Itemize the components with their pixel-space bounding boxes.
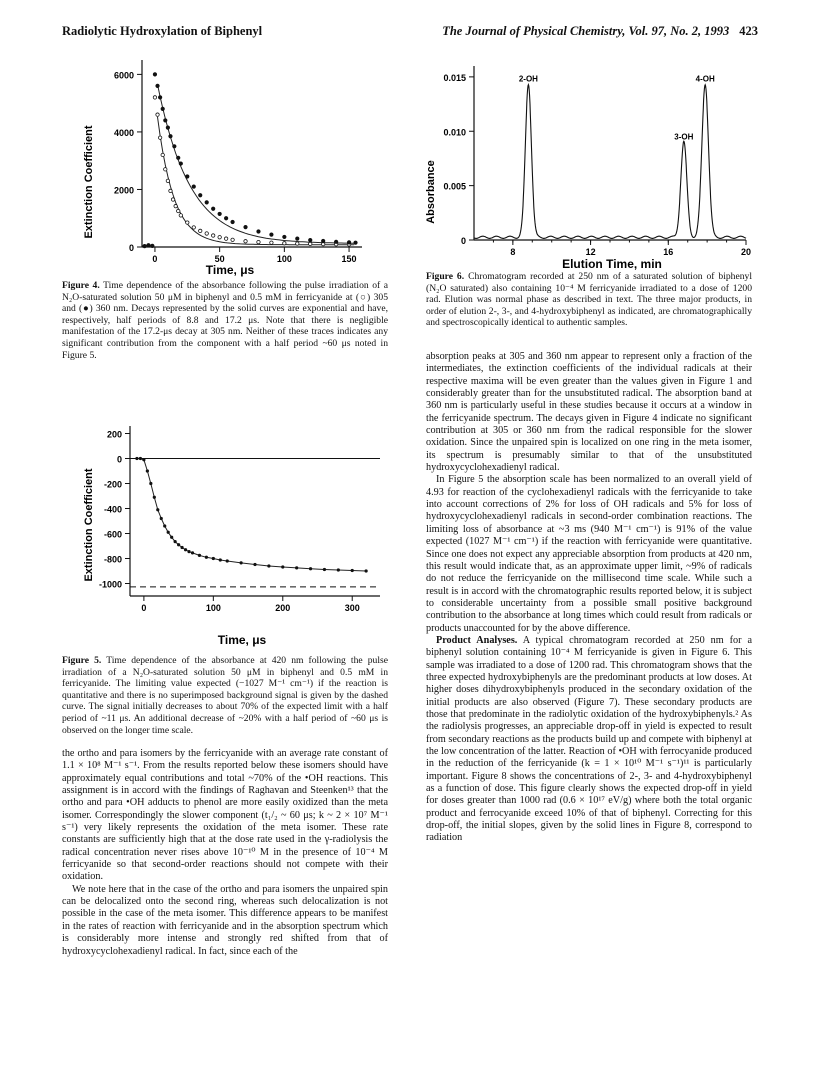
data-point-360nm <box>354 241 357 244</box>
x-tick-label: 0 <box>141 603 147 613</box>
data-point-420nm <box>240 561 243 564</box>
y-tick-label: 6000 <box>113 70 134 81</box>
figure-4-plot <box>62 52 392 277</box>
data-point-420nm <box>167 531 170 534</box>
data-point-360nm <box>153 73 156 76</box>
data-point-420nm <box>142 458 145 461</box>
figure-6-series <box>474 75 746 239</box>
data-point-420nm <box>323 568 326 571</box>
figure-6-caption <box>426 271 752 329</box>
body-paragraph: We note here that in the case of the ortho and para isomers the unpaired spin can be delocalized onto the second ring, whereas such delocalization is not possible in the case of the meta isomer. This difference appears to be manifest in the rates of reaction with ferricyanide and in the absorption spectrum which is considerably more intense and strongly red shifted from that of hydroxycyclohexadienyl radical. In fact, since each of the <box>62 883 388 957</box>
data-point-360nm <box>334 240 337 243</box>
figure-6-chromatogram <box>416 52 761 272</box>
data-point-360nm <box>161 107 164 110</box>
data-point-420nm <box>267 564 270 567</box>
data-point-305nm <box>166 179 169 182</box>
running-header-journal <box>442 24 758 39</box>
data-point-420nm <box>146 469 149 472</box>
data-point-305nm <box>205 232 208 235</box>
peak-label: 4-OH <box>695 74 715 84</box>
chromatogram-trace <box>474 85 746 239</box>
y-tick-label: 4000 <box>113 127 134 138</box>
y-tick-label: 0.005 <box>443 181 466 192</box>
data-point-420nm <box>309 567 312 570</box>
data-point-420nm <box>170 536 173 539</box>
data-point-360nm <box>309 238 312 241</box>
peak-label: 3-OH <box>674 132 694 142</box>
data-point-360nm <box>177 156 180 159</box>
figure-5-axes <box>99 426 380 613</box>
figure-4-caption-label: Figure 4. <box>62 280 100 291</box>
figure-4-series <box>143 73 357 248</box>
y-tick-label: -600 <box>103 529 122 540</box>
data-point-305nm <box>186 221 189 224</box>
y-tick-label: 0.010 <box>443 127 466 138</box>
data-point-420nm <box>156 508 159 511</box>
figure-5-caption <box>62 655 388 736</box>
data-point-420nm <box>337 568 340 571</box>
data-point-305nm <box>283 242 286 245</box>
y-tick-label: -400 <box>103 504 122 515</box>
data-point-360nm <box>224 217 227 220</box>
data-point-420nm <box>212 557 215 560</box>
data-point-360nm <box>231 220 234 223</box>
x-tick-label: 200 <box>275 603 291 613</box>
x-tick-label: 50 <box>214 254 225 264</box>
data-point-305nm <box>156 113 159 116</box>
data-point-305nm <box>192 226 195 229</box>
data-point-360nm <box>347 241 350 244</box>
data-point-420nm <box>187 550 190 553</box>
data-point-360nm <box>173 145 176 148</box>
data-point-360nm <box>211 207 214 210</box>
data-point-360nm <box>147 244 150 247</box>
right-column-body <box>426 351 752 845</box>
figure-6-xlabel: Elution Time, min <box>562 257 662 271</box>
data-point-420nm <box>180 546 183 549</box>
body-paragraph: the ortho and para isomers by the ferricyanide with an average rate constant of 1.1 × 10⁸ M⁻¹ s⁻¹. From the results reported below these isomers should have approximately equal contributions and total ~70% of the •OH reactions. This assignment is in accord with the findings of Raghavan and Steenken¹³ that the ortho and para •OH adducts to phenol are more easily oxidized than the meta isomer. Correspondingly the slower component (t₁/₂ ~ 60 μs; k ~ 2 × 10⁷ M⁻¹ s⁻¹) very likely represents the oxidation of the meta isomer. These rate constants are sufficiently high that at the dose rate used in the γ-radiolysis the radical concentration never rises above 10⁻¹⁰ M in the presence of 10⁻⁴ M ferricyanide so that second-order reactions should not compete with their oxidation. <box>62 748 388 883</box>
data-point-420nm <box>163 524 166 527</box>
data-point-305nm <box>231 238 234 241</box>
data-point-305nm <box>174 204 177 207</box>
body-paragraph: In Figure 5 the absorption scale has been normalized to an overall yield of 4.93 for reaction of the cyclohexadienyl radicals with the ferricyanide to take into account corrections of 2% for loss of OH radicals and 5% for loss of hydroxycyclohexadienyl radicals in second-order combination reactions. The limiting loss of absorbance at ~3 ms (940 M⁻¹ cm⁻¹) is 91% of the value expected (1027 M⁻¹ cm⁻¹) if the reaction with ferricyanide were quantitative. Since one does not expect any appreciable absorption from products at 420 nm, this result would indicate that, as an approximate upper limit, ~9% of radicals do not reduce the ferricyanide on the millisecond time scale. While such a result is in accord with the chromatographic results reported below, it is subject to considerable uncertainty from a possible small positive background contribution to the absorbance at long times which could result from radicals or products unaccounted for by the above difference. <box>426 474 752 634</box>
product-analyses-paragraph <box>426 635 752 845</box>
data-point-305nm <box>296 242 299 245</box>
data-point-305nm <box>158 136 161 139</box>
data-point-360nm <box>186 175 189 178</box>
x-tick-label: 8 <box>510 247 516 257</box>
data-point-420nm <box>184 548 187 551</box>
x-tick-label: 0 <box>152 254 158 264</box>
data-point-420nm <box>351 569 354 572</box>
left-column-body <box>62 748 388 958</box>
data-point-305nm <box>211 234 214 237</box>
fit-curve-360nm <box>158 84 355 243</box>
y-tick-label: 0 <box>460 236 466 246</box>
x-tick-label: 20 <box>740 247 752 257</box>
data-point-305nm <box>177 209 180 212</box>
figure-5-ylabel: Extinction Coefficient <box>83 468 95 582</box>
data-point-420nm <box>139 457 142 460</box>
data-point-360nm <box>296 237 299 240</box>
data-point-420nm <box>174 540 177 543</box>
x-tick-label: 12 <box>585 247 596 257</box>
journal-citation: The Journal of Physical Chemistry, Vol. 97, No. 2, 1993 <box>442 24 730 38</box>
data-point-420nm <box>226 559 229 562</box>
data-point-360nm <box>283 235 286 238</box>
data-point-360nm <box>205 201 208 204</box>
data-point-360nm <box>244 225 247 228</box>
y-tick-label: 2000 <box>113 185 134 196</box>
data-point-360nm <box>270 233 273 236</box>
figure-5-series <box>135 457 367 573</box>
figure-5-xlabel: Time, μs <box>217 633 267 647</box>
figure-5-caption-label: Figure 5. <box>62 655 102 666</box>
data-point-420nm <box>253 563 256 566</box>
data-point-420nm <box>191 551 194 554</box>
figure-4-axes <box>114 60 362 264</box>
data-point-360nm <box>158 96 161 99</box>
y-tick-label: -800 <box>103 554 122 565</box>
data-point-360nm <box>143 244 146 247</box>
data-point-305nm <box>257 240 260 243</box>
figure-5-caption-text: Time dependence of the absorbance at 420 nm following the pulse irradiation of a N₂O-saturated solution 50 μM in biphenyl and 0.5 mM in ferricyanide. The limiting value expected (−1027 M⁻¹ cm⁻¹) if the reaction is quantitative and there is no superimposed background signal is given by the dashed curve. The signal initially decreases to about 70% of the expected limit with a half period of ~11 μs. An additional decrease of ~20% with a half period of ~60 μs is observed on the longer time scale. <box>62 655 388 736</box>
figure-6-caption-label: Figure 6. <box>426 271 465 282</box>
figure-5-plot <box>62 420 392 650</box>
product-analyses-text: A typical chromatogram recorded at 250 nm for a biphenyl solution containing 10⁻⁴ M ferricyanide is given in Figure 6. This sample was irradiated to a dose of 1200 rad. This chromatogram shows that the three expected hydroxybiphenyls are the predominant products at low doses. At higher doses dihydroxybiphenyls produced in the secondary oxidation of the initial products are also observed (Figure 7). These secondary products are those that predominate in the radiolytic oxidation of the hydroxybiphenyls.² As the radiolysis progresses, an appreciable drop-off in yield is expected to result from secondary reactions as the products build up and compete with biphenyl at the low concentration of the latter. Reaction of •OH with ferrocyanide produced in the reduction of the ferricyanide (k = 1 × 10¹⁰ M⁻¹ s⁻¹)¹¹ is particularly important. Figure 8 shows the concentrations of 2-, 3- and 4-hydroxybiphenyl as a function of dose. This figure clearly shows the expected drop-off in yield for doses greater than 1000 rad (0.6 × 10¹⁷ eV/g) where both the total organic product and ferrocyanide exceed 10% of that of biphenyl. Correcting for this drop-off, the initial slopes, given by the solid lines in Figure 8, correspond to radiation <box>426 634 752 844</box>
data-point-305nm <box>169 189 172 192</box>
fit-curve-420nm <box>137 459 366 572</box>
data-point-420nm <box>153 496 156 499</box>
body-paragraph: absorption peaks at 305 and 360 nm appear to represent only a fraction of the intermediates, the extinction coefficients of the individual radicals at their respective maxima will be even greater than the values given in Figure 1 and considerably greater than for the unsubstituted radical. The absorption band at 360 nm is particularly useful in these studies because it occurs at a window in the ferricyanide spectrum. The decays given in Figure 4 indicate no significant contribution at 305 or 360 nm from the radical responsible for the slower oxidation. Since the unpaired spin is localized on one ring in the meta isomer, its spectrum is presumably similar to that of the unsubstituted hydroxycyclohexadienyl radical. <box>426 351 752 474</box>
section-runin-heading: Product Analyses. <box>436 634 518 646</box>
data-point-305nm <box>179 214 182 217</box>
page-number: 423 <box>739 24 758 38</box>
figure-4-caption-text: Time dependence of the absorbance following the pulse irradiation of a N₂O-saturated solution 50 μM in biphenyl and 0.5 mM in ferricyanide at (○) 305 and (●) 360 nm. Decays represented by the solid curves are exponential and have, respectively, half periods of 8.8 and 17.2 μs. Note that there is negligible manifestation of the 17.2-μs decay at 305 nm. Neither of these traces indicates any significant contribution from the component with a half period ~60 μs noted in Figure 5. <box>62 280 388 361</box>
data-point-305nm <box>218 236 221 239</box>
x-tick-label: 150 <box>341 254 357 264</box>
data-point-305nm <box>244 240 247 243</box>
x-tick-label: 300 <box>344 603 360 613</box>
data-point-420nm <box>198 554 201 557</box>
data-point-305nm <box>224 237 227 240</box>
data-point-420nm <box>219 558 222 561</box>
data-point-420nm <box>295 566 298 569</box>
data-point-360nm <box>151 244 154 247</box>
figure-6-axes <box>443 66 751 257</box>
x-tick-label: 100 <box>276 254 292 264</box>
data-point-305nm <box>270 241 273 244</box>
data-point-360nm <box>179 162 182 165</box>
data-point-360nm <box>169 135 172 138</box>
figure-6-caption-text: Chromatogram recorded at 250 nm of a saturated solution of biphenyl (N₂O saturated) also containing 10⁻⁴ M ferricyanide irradiated to a dose of 1200 rad. Elution was normal phase as described in text. The three major products, in order of elution 2-, 3-, and 4-hydroxybiphenyl as indicated, are chromatographically and spectroscopically identical to authentic samples. <box>426 271 752 329</box>
data-point-305nm <box>153 96 156 99</box>
data-point-420nm <box>365 569 368 572</box>
figure-4-xlabel: Time, μs <box>205 263 255 277</box>
y-tick-label: 0 <box>128 243 134 253</box>
data-point-360nm <box>321 239 324 242</box>
data-point-420nm <box>160 517 163 520</box>
data-point-360nm <box>156 84 159 87</box>
figure-4-ylabel: Extinction Coefficient <box>83 125 95 239</box>
y-tick-label: 0.015 <box>443 72 466 83</box>
figure-4-caption <box>62 280 388 361</box>
data-point-360nm <box>218 212 221 215</box>
data-point-360nm <box>192 185 195 188</box>
x-tick-label: 100 <box>205 603 221 613</box>
y-tick-label: -200 <box>103 479 122 490</box>
figure-6-ylabel: Absorbance <box>425 160 437 224</box>
y-tick-label: 200 <box>106 429 122 440</box>
data-point-360nm <box>166 126 169 129</box>
x-tick-label: 16 <box>663 247 674 257</box>
y-tick-label: 0 <box>116 454 122 465</box>
data-point-420nm <box>135 457 138 460</box>
peak-label: 2-OH <box>518 74 538 84</box>
running-header-title: Radiolytic Hydroxylation of Biphenyl <box>62 24 263 38</box>
data-point-305nm <box>199 229 202 232</box>
data-point-360nm <box>199 194 202 197</box>
data-point-360nm <box>257 230 260 233</box>
data-point-305nm <box>161 153 164 156</box>
data-point-420nm <box>149 482 152 485</box>
data-point-360nm <box>164 119 167 122</box>
y-tick-label: -1000 <box>98 579 122 590</box>
data-point-420nm <box>205 556 208 559</box>
data-point-305nm <box>164 168 167 171</box>
data-point-420nm <box>177 543 180 546</box>
data-point-305nm <box>171 198 174 201</box>
data-point-420nm <box>281 565 284 568</box>
